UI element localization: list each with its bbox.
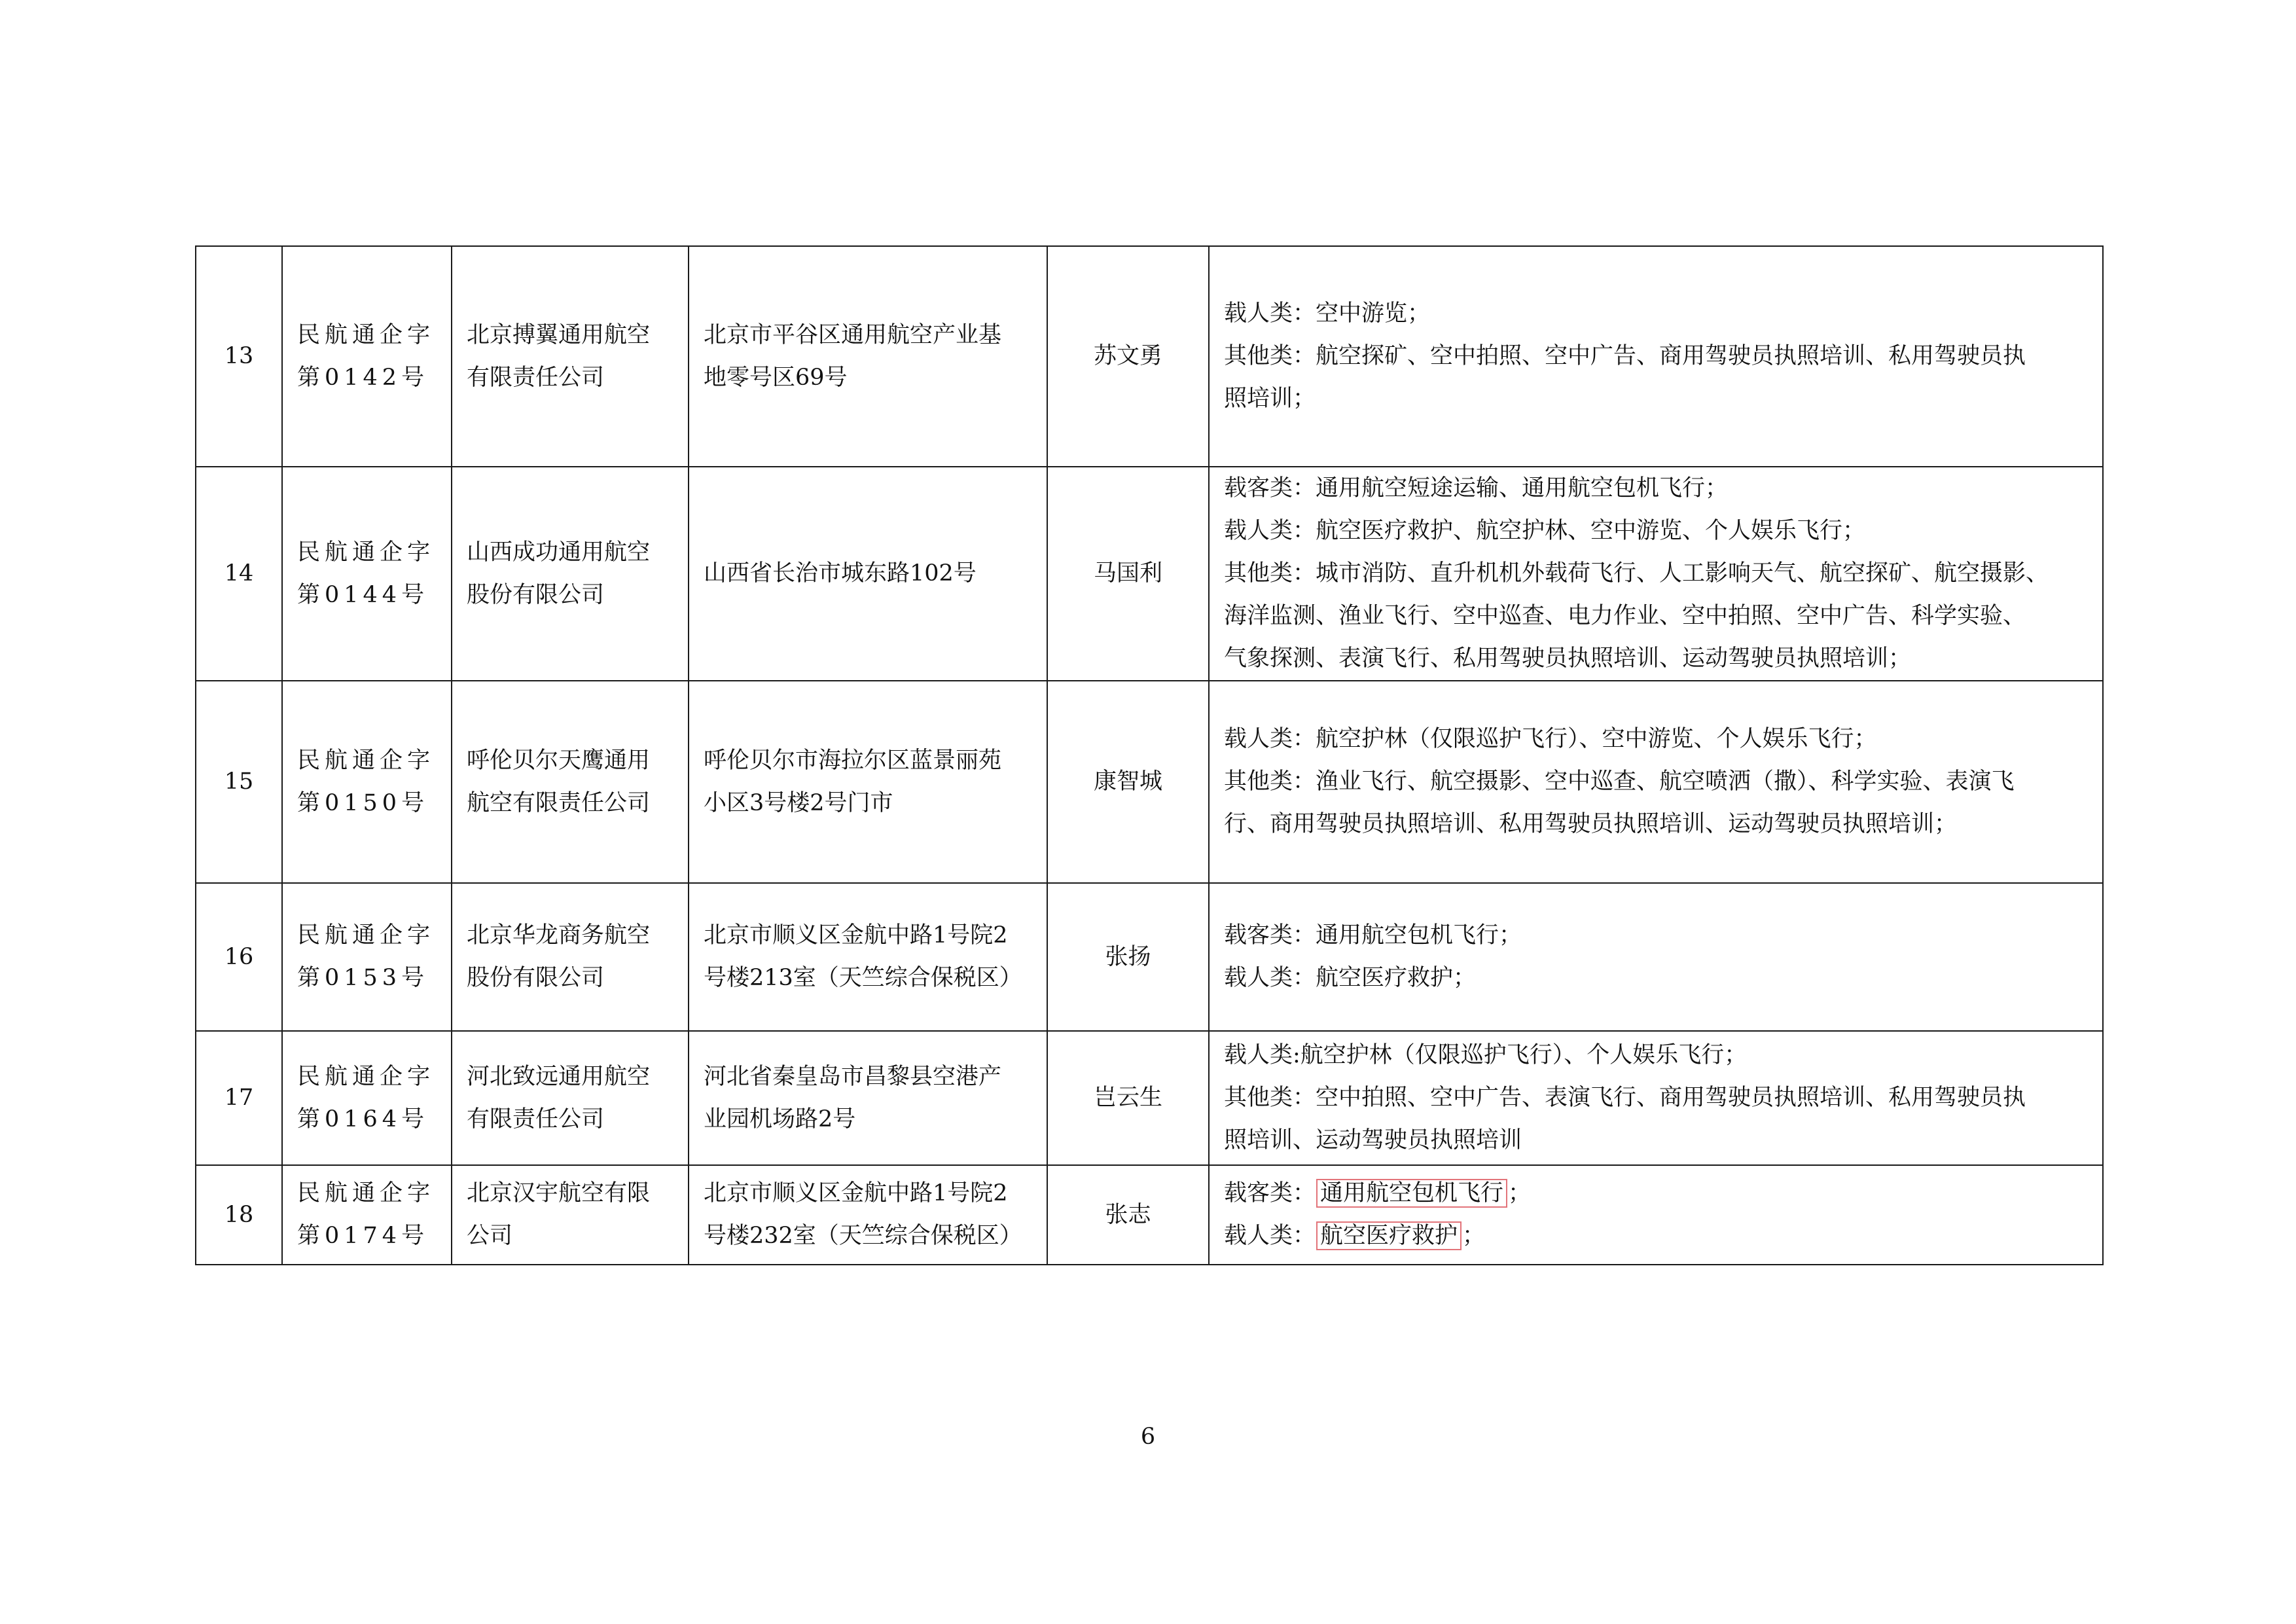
scope-line: 载人类:航空护林（仅限巡护飞行）、个人娱乐飞行；: [1224, 1042, 1748, 1068]
legal-representative: 张志: [1047, 1165, 1209, 1265]
address-line: 河北省秦皇岛市昌黎县空港产: [704, 1063, 1002, 1090]
permit-line: 民航通企字: [297, 321, 435, 348]
company-line: 公司: [467, 1223, 513, 1249]
scope-line: 照培训；: [1224, 386, 1316, 412]
company-line: 北京华龙商务航空: [467, 922, 651, 948]
row-number: 15: [196, 681, 282, 883]
scope-line: 其他类：渔业飞行、航空摄影、空中巡查、航空喷洒（撒）、科学实验、表演飞: [1224, 768, 2015, 795]
legal-representative: 岂云生: [1047, 1031, 1209, 1165]
scope-punct: ；: [1462, 1223, 1486, 1249]
business-scope: [1209, 681, 2103, 883]
address-line: 北京市顺义区金航中路1号院2: [704, 922, 1008, 948]
company-name: [452, 883, 689, 1031]
company-line: 山西成功通用航空: [467, 539, 651, 566]
page-number: 6: [1140, 1424, 1156, 1450]
company-line: 呼伦贝尔天鹰通用: [467, 747, 651, 774]
scope-line: 载人类：航空医疗救护、航空护林、空中游览、个人娱乐飞行；: [1224, 518, 1866, 544]
legal-representative: 苏文勇: [1047, 246, 1209, 467]
permit-line: 第0144号: [297, 581, 429, 608]
business-scope: [1209, 467, 2103, 681]
table-row: [196, 246, 2103, 467]
table-row: [196, 883, 2103, 1031]
row-number: 18: [196, 1165, 282, 1265]
permit-number: [282, 681, 452, 883]
address-line: 呼伦贝尔市海拉尔区蓝景丽苑: [704, 747, 1002, 774]
scope-line: 其他类：航空探矿、空中拍照、空中广告、商用驾驶员执照培训、私用驾驶员执: [1224, 343, 2026, 369]
scope-line: [1224, 1172, 2088, 1215]
company-name: [452, 467, 689, 681]
company-address: [689, 246, 1047, 467]
table-row: [196, 681, 2103, 883]
scope-line: 照培训、运动驾驶员执照培训: [1224, 1127, 1522, 1153]
permit-line: 民航通企字: [297, 1063, 435, 1090]
permit-line: 第0174号: [297, 1223, 429, 1249]
address-line: 山西省长治市城东路102号: [704, 560, 977, 586]
row-number: 14: [196, 467, 282, 681]
permit-number: [282, 1165, 452, 1265]
table-row: [196, 1031, 2103, 1165]
permit-line: 民航通企字: [297, 747, 435, 774]
legal-representative: 张扬: [1047, 883, 1209, 1031]
scope-category: 载客类：: [1224, 1180, 1316, 1206]
scope-line: 其他类：空中拍照、空中广告、表演飞行、商用驾驶员执照培训、私用驾驶员执: [1224, 1085, 2026, 1111]
company-line: 河北致远通用航空: [467, 1063, 651, 1090]
row-number: 13: [196, 246, 282, 467]
business-scope: [1209, 1031, 2103, 1165]
company-line: 北京搏翼通用航空: [467, 321, 651, 348]
company-line: 航空有限责任公司: [467, 789, 651, 816]
permit-number: [282, 883, 452, 1031]
legal-representative: 马国利: [1047, 467, 1209, 681]
company-name: [452, 1031, 689, 1165]
permit-line: 第0142号: [297, 364, 429, 391]
scope-line: [1224, 1215, 2088, 1257]
company-line: 股份有限公司: [467, 581, 605, 608]
address-line: 号楼213室（天竺综合保税区）: [704, 965, 1022, 991]
address-line: 北京市平谷区通用航空产业基: [704, 321, 1002, 348]
table-row: [196, 1165, 2103, 1265]
address-line: 号楼232室（天竺综合保税区）: [704, 1223, 1022, 1249]
scope-punct: ；: [1508, 1180, 1532, 1206]
permit-line: 第0164号: [297, 1106, 429, 1132]
company-line: 北京汉宇航空有限: [467, 1180, 651, 1206]
highlighted-scope-item: 航空医疗救护: [1316, 1221, 1462, 1250]
business-scope: [1209, 246, 2103, 467]
scope-line: 载客类：通用航空短途运输、通用航空包机飞行；: [1224, 475, 1729, 501]
row-number: 17: [196, 1031, 282, 1165]
enterprise-table: [195, 245, 2104, 1265]
company-address: [689, 467, 1047, 681]
address-line: 地零号区69号: [704, 364, 848, 391]
row-number: 16: [196, 883, 282, 1031]
permit-line: 民航通企字: [297, 922, 435, 948]
permit-line: 民航通企字: [297, 1180, 435, 1206]
company-name: [452, 246, 689, 467]
company-address: [689, 1165, 1047, 1265]
scope-category: 载人类：: [1224, 1223, 1316, 1249]
highlighted-scope-item: 通用航空包机飞行: [1316, 1179, 1507, 1208]
business-scope: [1209, 883, 2103, 1031]
address-line: 北京市顺义区金航中路1号院2: [704, 1180, 1008, 1206]
company-address: [689, 883, 1047, 1031]
company-line: 股份有限公司: [467, 965, 605, 991]
address-line: 小区3号楼2号门市: [704, 789, 893, 816]
company-line: 有限责任公司: [467, 364, 605, 391]
company-address: [689, 681, 1047, 883]
scope-line: 载人类：航空护林（仅限巡护飞行）、空中游览、个人娱乐飞行；: [1224, 726, 1877, 752]
permit-number: [282, 246, 452, 467]
permit-line: 民航通企字: [297, 539, 435, 566]
scope-line: 载客类：通用航空包机飞行；: [1224, 922, 1522, 948]
scope-line: 气象探测、表演飞行、私用驾驶员执照培训、运动驾驶员执照培训；: [1224, 645, 1912, 672]
permit-line: 第0150号: [297, 789, 429, 816]
permit-number: [282, 467, 452, 681]
legal-representative: 康智城: [1047, 681, 1209, 883]
address-line: 业园机场路2号: [704, 1106, 856, 1132]
company-line: 有限责任公司: [467, 1106, 605, 1132]
permit-number: [282, 1031, 452, 1165]
company-name: [452, 1165, 689, 1265]
scope-line: 其他类：城市消防、直升机机外载荷飞行、人工影响天气、航空探矿、航空摄影、: [1224, 560, 2049, 586]
permit-line: 第0153号: [297, 965, 429, 991]
company-name: [452, 681, 689, 883]
table-row: [196, 467, 2103, 681]
company-address: [689, 1031, 1047, 1165]
business-scope: [1209, 1165, 2103, 1265]
scope-line: 载人类：航空医疗救护；: [1224, 965, 1477, 991]
scope-line: 行、商用驾驶员执照培训、私用驾驶员执照培训、运动驾驶员执照培训；: [1224, 811, 1958, 837]
scope-line: 海洋监测、渔业飞行、空中巡查、电力作业、空中拍照、空中广告、科学实验、: [1224, 603, 2026, 629]
scope-line: 载人类：空中游览；: [1224, 300, 1431, 327]
